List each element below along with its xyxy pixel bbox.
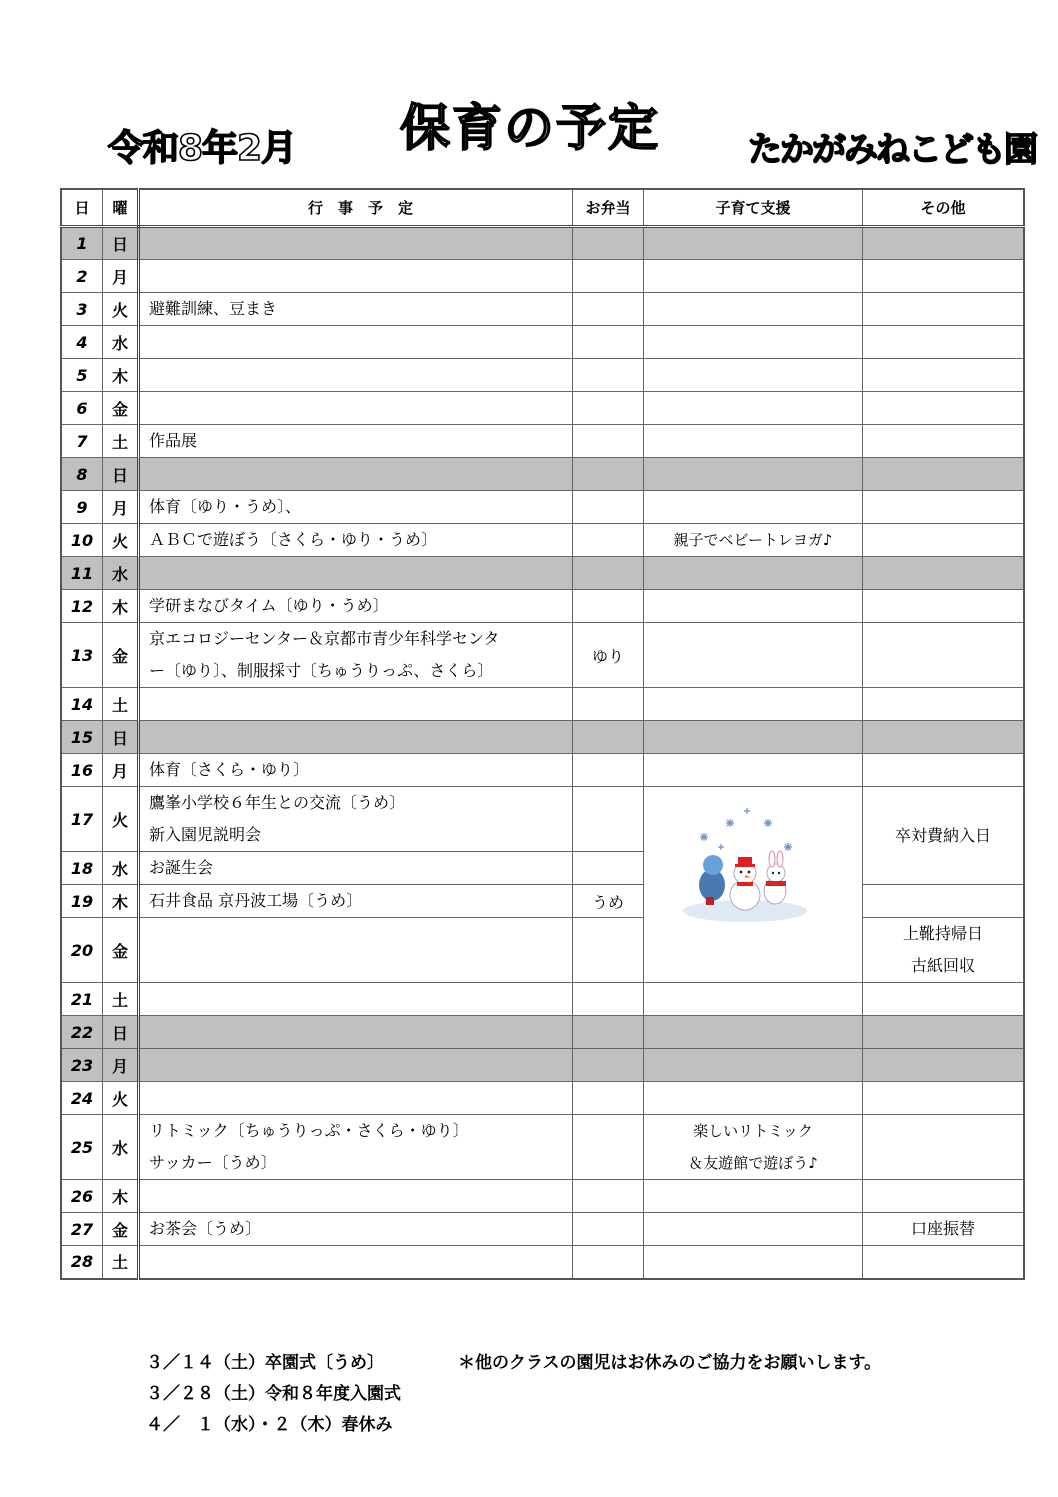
- support-cell: [644, 260, 863, 293]
- table-row: [61, 885, 1024, 918]
- other-cell-line: 上靴持帰日: [902, 924, 983, 943]
- support-cell: [644, 326, 863, 359]
- day-cell: 19: [61, 885, 103, 918]
- table-row: [61, 1082, 1024, 1115]
- bento-cell: [573, 1115, 644, 1180]
- table-row: [61, 754, 1024, 787]
- col-header-other: その他: [863, 189, 1025, 227]
- other-cell: [863, 885, 1025, 918]
- other-cell: [863, 1213, 1025, 1246]
- schedule-body: [61, 227, 1024, 1279]
- bento-cell: [573, 359, 644, 392]
- day-cell: 24: [61, 1082, 103, 1115]
- bento-cell: [573, 721, 644, 754]
- weekday-cell: 金: [103, 392, 139, 425]
- events-cell: [139, 1115, 573, 1180]
- events-cell-line: お茶会〔うめ〕: [149, 1219, 262, 1238]
- weekday-cell: 日: [103, 721, 139, 754]
- events-cell-line: 学研まなびタイム〔ゆり・うめ〕: [149, 596, 389, 615]
- other-cell: [863, 1049, 1025, 1082]
- events-cell-line: お誕生会: [149, 858, 214, 877]
- bento-cell: [573, 1246, 644, 1279]
- events-cell: [139, 623, 573, 688]
- table-row: [61, 458, 1024, 491]
- support-cell: [644, 983, 863, 1016]
- other-cell: [863, 326, 1025, 359]
- events-cell: [139, 458, 573, 491]
- day-cell: 13: [61, 623, 103, 688]
- other-cell: [863, 359, 1025, 392]
- day-cell: 7: [61, 425, 103, 458]
- events-cell: [139, 1049, 573, 1082]
- table-header-row: [61, 189, 1024, 227]
- table-row: [61, 359, 1024, 392]
- schedule-table: [60, 188, 1025, 1280]
- events-cell: [139, 326, 573, 359]
- other-cell: [863, 260, 1025, 293]
- other-cell: [863, 918, 1025, 983]
- support-cell: [644, 1016, 863, 1049]
- support-cell: [644, 787, 863, 983]
- events-cell: [139, 227, 573, 260]
- day-cell: 17: [61, 787, 103, 852]
- bento-cell: [573, 557, 644, 590]
- events-cell: [139, 293, 573, 326]
- table-row: [61, 227, 1024, 260]
- other-cell-line: 古紙回収: [910, 956, 975, 975]
- other-cell: [863, 293, 1025, 326]
- weekday-cell: 水: [103, 326, 139, 359]
- day-cell: 28: [61, 1246, 103, 1279]
- events-cell-line: 体育〔さくら・ゆり〕: [149, 760, 310, 779]
- bento-cell: [573, 524, 644, 557]
- day-cell: 4: [61, 326, 103, 359]
- events-cell: [139, 1246, 573, 1279]
- weekday-cell: 日: [103, 227, 139, 260]
- other-cell: [863, 623, 1025, 688]
- day-cell: 14: [61, 688, 103, 721]
- support-cell: [644, 688, 863, 721]
- table-row: [61, 425, 1024, 458]
- support-cell: [644, 524, 863, 557]
- table-row: [61, 491, 1024, 524]
- table-row: [61, 623, 1024, 688]
- events-cell-line: 石井食品 京丹波工場〔うめ〕: [149, 891, 363, 910]
- events-cell-line: 避難訓練、豆まき: [149, 299, 278, 318]
- bento-cell: [573, 1213, 644, 1246]
- day-cell: 2: [61, 260, 103, 293]
- weekday-cell: 火: [103, 524, 139, 557]
- support-cell-line: ＆友遊館で遊ぼう♪: [688, 1154, 818, 1172]
- col-header-day: 日: [61, 189, 103, 227]
- table-row: [61, 1115, 1024, 1180]
- weekday-cell: 月: [103, 1049, 139, 1082]
- day-cell: 1: [61, 227, 103, 260]
- events-cell-line: 新入園児説明会: [149, 825, 262, 844]
- other-cell: [863, 1082, 1025, 1115]
- support-cell: [644, 1115, 863, 1180]
- other-cell: [863, 392, 1025, 425]
- events-cell: [139, 754, 573, 787]
- table-row: [61, 1246, 1024, 1279]
- events-cell: [139, 721, 573, 754]
- weekday-cell: 土: [103, 1246, 139, 1279]
- support-cell: [644, 392, 863, 425]
- events-cell: [139, 359, 573, 392]
- bento-cell: [573, 1016, 644, 1049]
- note-request: ＊他のクラスの園児はお休みのご協力をお願いします。: [458, 1353, 882, 1373]
- bento-cell: うめ: [573, 885, 644, 918]
- other-cell: [863, 590, 1025, 623]
- bento-cell: [573, 227, 644, 260]
- bento-cell: [573, 260, 644, 293]
- weekday-cell: 土: [103, 425, 139, 458]
- day-cell: 9: [61, 491, 103, 524]
- support-cell-line: 親子でベビートレヨガ♪: [673, 531, 833, 549]
- events-cell: [139, 491, 573, 524]
- support-cell-line: 楽しいリトミック: [693, 1122, 813, 1140]
- support-cell: [644, 754, 863, 787]
- weekday-cell: 月: [103, 491, 139, 524]
- events-cell-line: リトミック〔ちゅうりっぷ・さくら・ゆり〕: [149, 1121, 469, 1140]
- other-cell: [863, 721, 1025, 754]
- events-cell: [139, 557, 573, 590]
- weekday-cell: 土: [103, 688, 139, 721]
- other-cell: [863, 787, 1025, 885]
- day-cell: 20: [61, 918, 103, 983]
- day-cell: 10: [61, 524, 103, 557]
- support-cell: [644, 1246, 863, 1279]
- events-cell: [139, 590, 573, 623]
- day-cell: 18: [61, 852, 103, 885]
- weekday-cell: 月: [103, 260, 139, 293]
- col-header-weekday: 曜: [103, 189, 139, 227]
- bento-cell: [573, 688, 644, 721]
- day-cell: 15: [61, 721, 103, 754]
- support-cell: [644, 590, 863, 623]
- weekday-cell: 木: [103, 590, 139, 623]
- weekday-cell: 木: [103, 1180, 139, 1213]
- weekday-cell: 水: [103, 852, 139, 885]
- day-cell: 23: [61, 1049, 103, 1082]
- events-cell: [139, 1180, 573, 1213]
- other-cell: [863, 1180, 1025, 1213]
- snowman-illustration: [680, 807, 810, 927]
- bento-cell: [573, 326, 644, 359]
- other-cell: [863, 524, 1025, 557]
- weekday-cell: 月: [103, 754, 139, 787]
- col-header-events: 行 事 予 定: [139, 189, 573, 227]
- table-row: [61, 293, 1024, 326]
- notes-section: [146, 1350, 401, 1443]
- day-cell: 12: [61, 590, 103, 623]
- col-header-support: 子育て支援: [644, 189, 863, 227]
- day-cell: 5: [61, 359, 103, 392]
- events-cell-line: 京エコロジーセンター＆京都市青少年科学センタ: [149, 629, 500, 648]
- page-title: 保育の予定: [400, 99, 660, 157]
- support-cell: [644, 721, 863, 754]
- other-cell: [863, 491, 1025, 524]
- table-row: [61, 326, 1024, 359]
- events-cell: [139, 918, 573, 983]
- col-header-bento: お弁当: [573, 189, 644, 227]
- events-cell-line: 体育〔ゆり・うめ〕、: [149, 497, 302, 516]
- other-cell: [863, 1016, 1025, 1049]
- table-row: [61, 1016, 1024, 1049]
- support-cell: [644, 491, 863, 524]
- weekday-cell: 土: [103, 983, 139, 1016]
- school-name: たかがみねこども園: [748, 130, 1036, 170]
- other-cell: [863, 754, 1025, 787]
- bento-cell: [573, 787, 644, 852]
- weekday-cell: 日: [103, 1016, 139, 1049]
- weekday-cell: 火: [103, 1082, 139, 1115]
- events-cell: [139, 885, 573, 918]
- table-row: [61, 983, 1024, 1016]
- events-cell: [139, 852, 573, 885]
- bento-cell: [573, 392, 644, 425]
- bento-cell: [573, 590, 644, 623]
- table-row: [61, 590, 1024, 623]
- events-cell: [139, 1213, 573, 1246]
- events-cell-line: 作品展: [149, 431, 198, 450]
- support-cell: [644, 425, 863, 458]
- day-cell: 16: [61, 754, 103, 787]
- weekday-cell: 水: [103, 557, 139, 590]
- note-spring-break: ４／ １（水）・２（木）春休み: [146, 1415, 393, 1435]
- support-cell: [644, 623, 863, 688]
- other-cell: [863, 983, 1025, 1016]
- other-cell: [863, 1115, 1025, 1180]
- bento-cell: [573, 852, 644, 885]
- bento-cell: [573, 293, 644, 326]
- bento-cell: [573, 458, 644, 491]
- day-cell: 27: [61, 1213, 103, 1246]
- table-row: [61, 918, 1024, 983]
- events-cell: [139, 524, 573, 557]
- month-heading: 令和8年2月: [108, 128, 297, 169]
- table-row: [61, 524, 1024, 557]
- support-cell: [644, 1049, 863, 1082]
- table-row: [61, 721, 1024, 754]
- weekday-cell: 金: [103, 623, 139, 688]
- events-cell-line: 鷹峯小学校６年生との交流〔うめ〕: [149, 793, 406, 812]
- support-cell: [644, 359, 863, 392]
- day-cell: 25: [61, 1115, 103, 1180]
- bento-cell: [573, 1049, 644, 1082]
- weekday-cell: 金: [103, 918, 139, 983]
- bento-cell: [573, 918, 644, 983]
- bento-cell: ゆり: [573, 623, 644, 688]
- support-cell: [644, 1082, 863, 1115]
- events-cell-line: ー〔ゆり〕、制服採寸〔ちゅうりっぷ、さくら〕: [149, 661, 494, 680]
- bento-cell: [573, 491, 644, 524]
- weekday-cell: 木: [103, 359, 139, 392]
- table-row: [61, 1213, 1024, 1246]
- day-cell: 6: [61, 392, 103, 425]
- bento-cell: [573, 1180, 644, 1213]
- events-cell: [139, 688, 573, 721]
- support-cell: [644, 458, 863, 491]
- bento-cell: [573, 1082, 644, 1115]
- events-cell: [139, 392, 573, 425]
- bento-cell: [573, 425, 644, 458]
- events-cell: [139, 1082, 573, 1115]
- weekday-cell: 日: [103, 458, 139, 491]
- events-cell: [139, 1016, 573, 1049]
- table-row: [61, 787, 1024, 852]
- table-row: [61, 688, 1024, 721]
- weekday-cell: 金: [103, 1213, 139, 1246]
- other-cell: [863, 458, 1025, 491]
- support-cell: [644, 1213, 863, 1246]
- events-cell-line: ＡＢＣで遊ぼう〔さくら・ゆり・うめ〕: [149, 530, 438, 549]
- day-cell: 8: [61, 458, 103, 491]
- table-row: [61, 1180, 1024, 1213]
- weekday-cell: 火: [103, 293, 139, 326]
- day-cell: 21: [61, 983, 103, 1016]
- other-cell: [863, 425, 1025, 458]
- table-row: [61, 260, 1024, 293]
- note-entrance: ３／２８（土）令和８年度入園式: [146, 1384, 401, 1404]
- other-cell-line: 卒対費納入日: [894, 825, 991, 845]
- events-cell: [139, 425, 573, 458]
- weekday-cell: 水: [103, 1115, 139, 1180]
- day-cell: 11: [61, 557, 103, 590]
- day-cell: 26: [61, 1180, 103, 1213]
- day-cell: 22: [61, 1016, 103, 1049]
- events-cell-line: サッカー〔うめ〕: [149, 1153, 277, 1172]
- day-cell: 3: [61, 293, 103, 326]
- events-cell: [139, 260, 573, 293]
- support-cell: [644, 293, 863, 326]
- other-cell-line: 口座振替: [910, 1219, 975, 1238]
- support-cell: [644, 227, 863, 260]
- table-row: [61, 392, 1024, 425]
- other-cell: [863, 227, 1025, 260]
- bento-cell: [573, 983, 644, 1016]
- support-cell: [644, 557, 863, 590]
- other-cell: [863, 688, 1025, 721]
- note-graduation: ３／１４（土）卒園式〔うめ〕: [146, 1353, 384, 1373]
- support-cell: [644, 1180, 863, 1213]
- other-cell: [863, 1246, 1025, 1279]
- weekday-cell: 木: [103, 885, 139, 918]
- other-cell: [863, 557, 1025, 590]
- events-cell: [139, 983, 573, 1016]
- table-row: [61, 1049, 1024, 1082]
- bento-cell: [573, 754, 644, 787]
- events-cell: [139, 787, 573, 852]
- weekday-cell: 火: [103, 787, 139, 852]
- table-row: [61, 557, 1024, 590]
